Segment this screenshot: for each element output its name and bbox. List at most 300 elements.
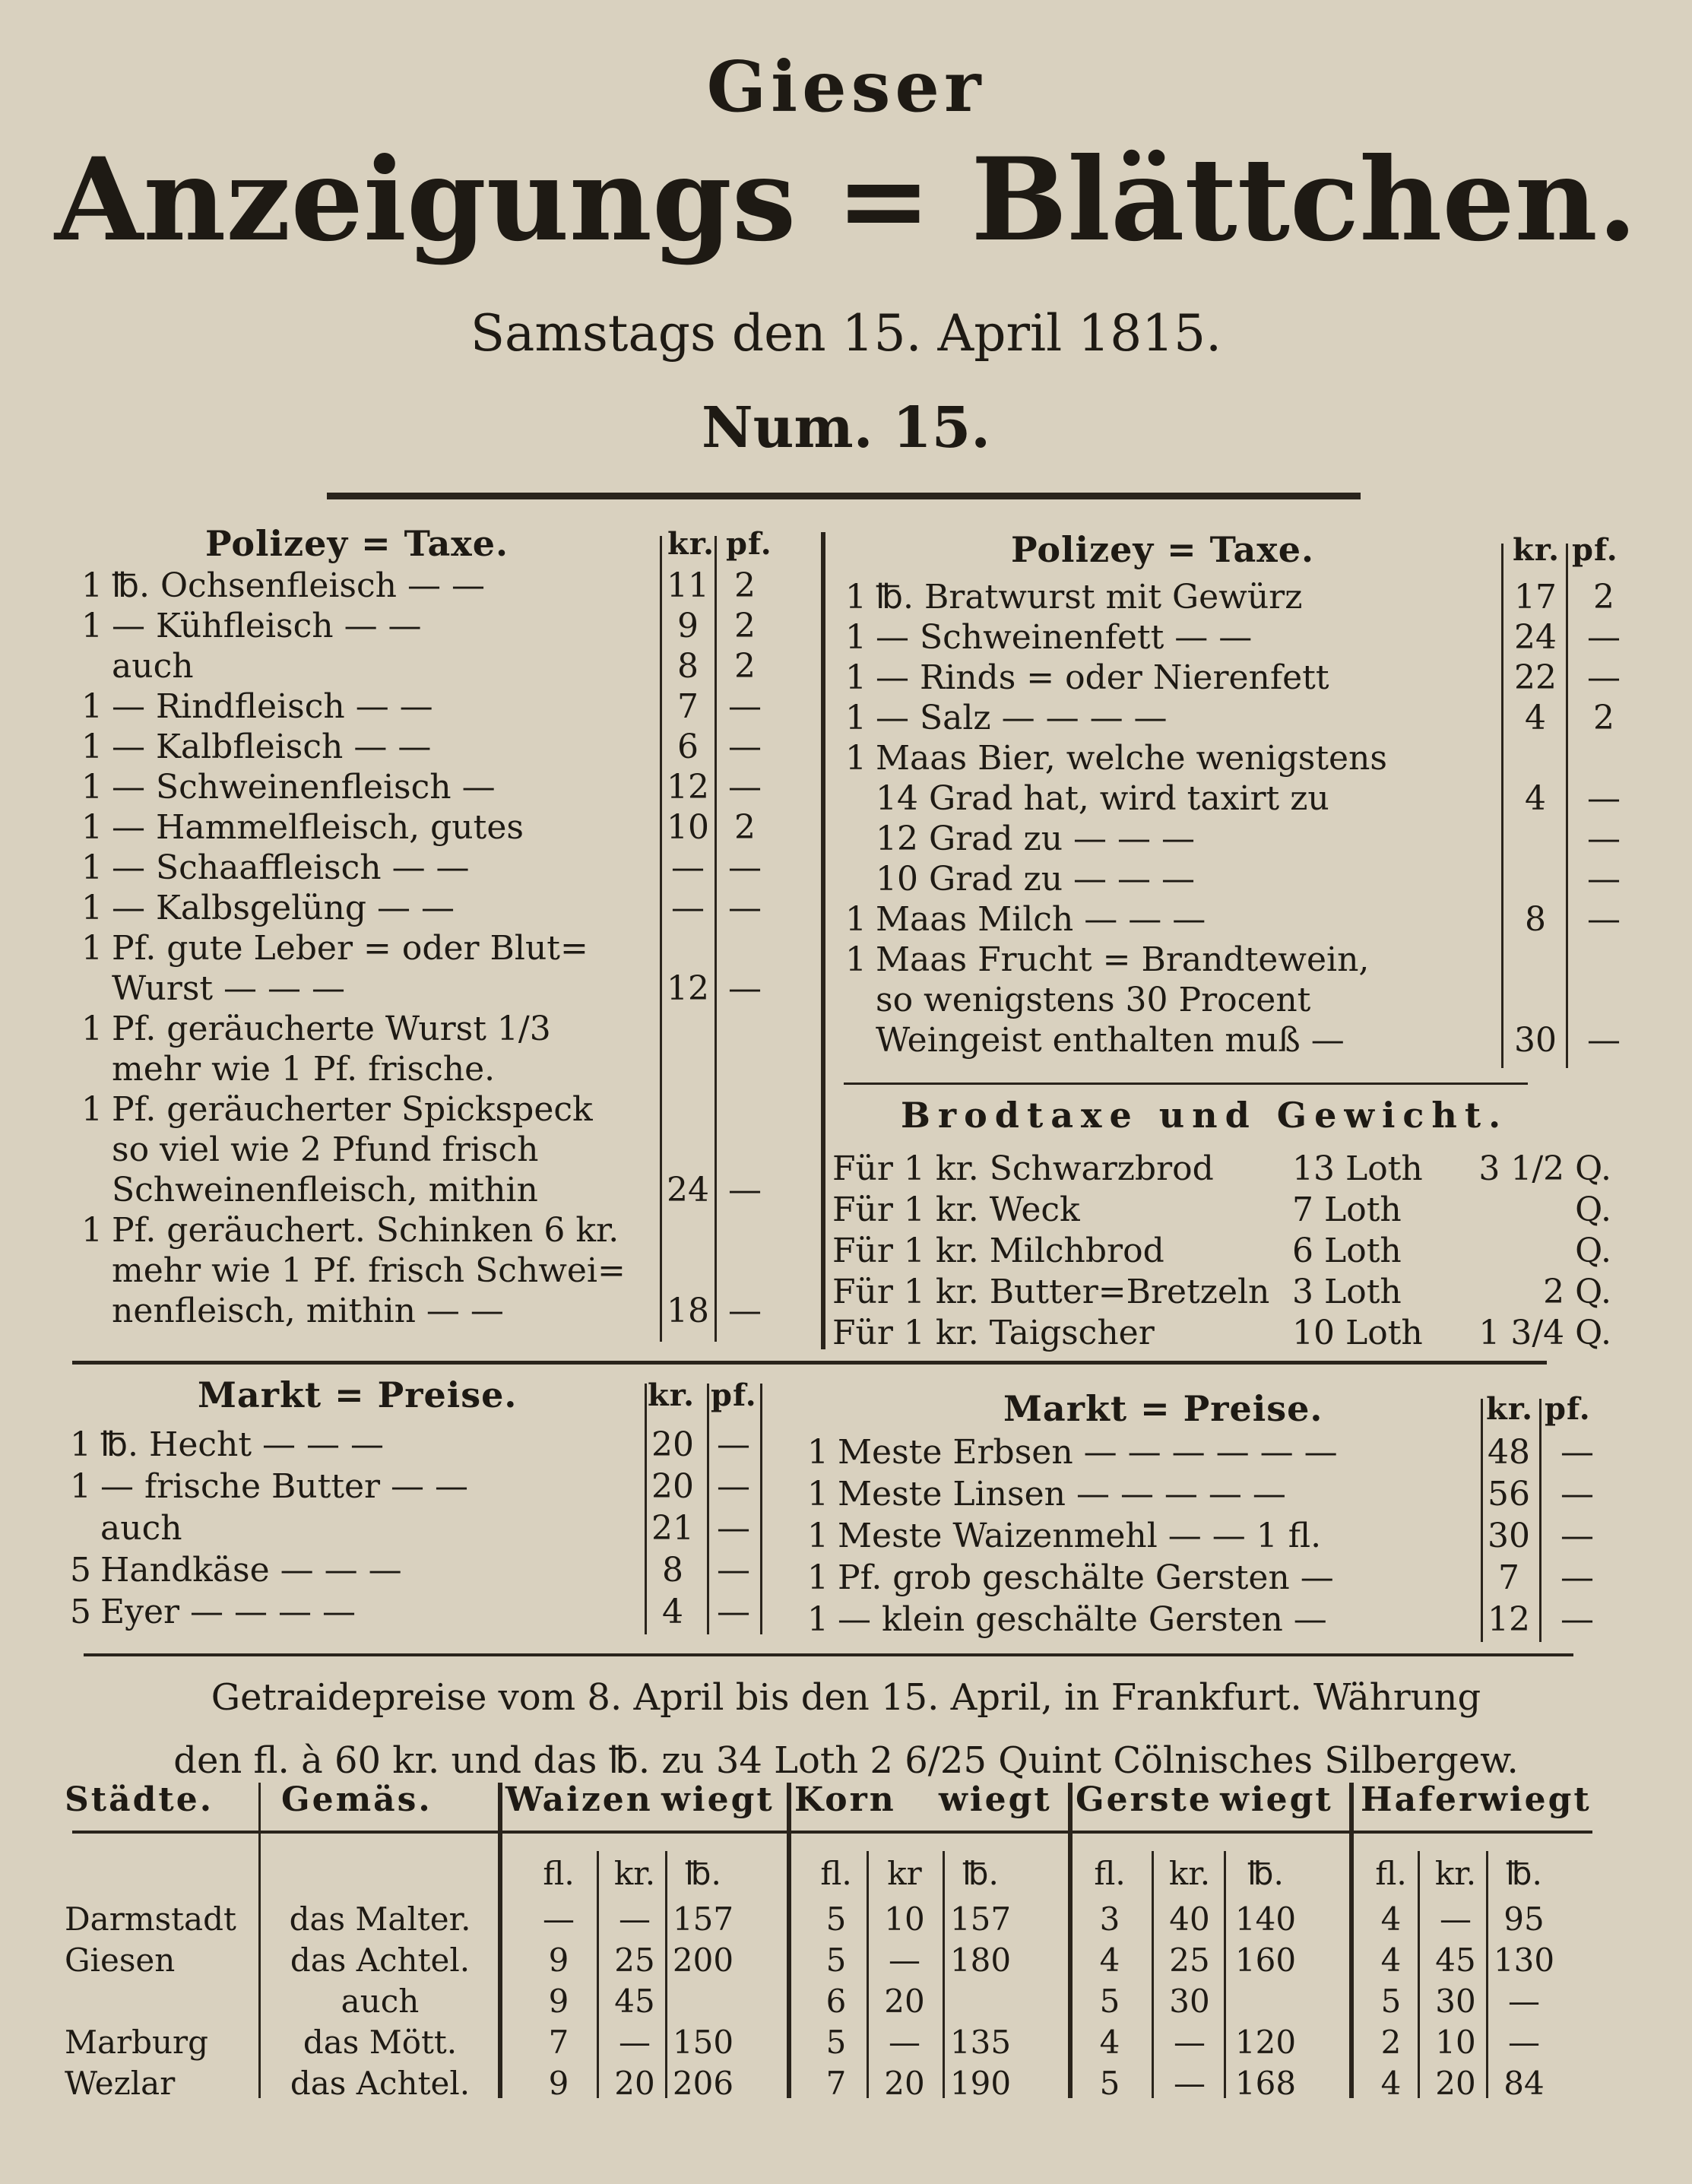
police_right-row-lead: 1 — [845, 658, 867, 697]
police_right-row — [836, 578, 1497, 617]
grain-header-rye-weighs: wiegt — [939, 1780, 1052, 1819]
section-rule-2 — [84, 1653, 1573, 1656]
market_left-row-lead: 1 — [70, 1467, 91, 1506]
police_right-row — [836, 940, 1497, 979]
police_left-row — [72, 727, 650, 766]
police_left-row — [72, 1130, 650, 1169]
grain-row-wheat-lb: 200 — [672, 1942, 734, 1979]
police_right-row-pf: 2 — [1593, 578, 1614, 617]
police_left-row-pf: — — [728, 1171, 762, 1209]
grain-row-wheat-fl: 7 — [548, 2024, 569, 2061]
police_right-row — [836, 658, 1497, 697]
market_right-row-pf: — — [1561, 1600, 1594, 1639]
police_right-row — [836, 699, 1497, 737]
bread-row-quint: 1 3/4 Q. — [1478, 1314, 1611, 1352]
market_right-row-pf: — — [1561, 1558, 1594, 1597]
police_right-row-item: — Salz — — — — — [876, 699, 1168, 737]
police_right-row-kr: 24 — [1514, 618, 1557, 657]
grain-group-divider-4 — [1068, 1783, 1073, 2098]
bread-row-loth: 3 Loth — [1292, 1273, 1402, 1311]
grain-row-barley-kr: 30 — [1169, 1983, 1210, 2020]
grain-row-oats-fl: 4 — [1380, 1900, 1402, 1938]
grain-row-wheat-kr: — — [619, 2024, 651, 2061]
police_right-row-kr: 30 — [1514, 1021, 1557, 1060]
grain-row-oats-fl: 4 — [1380, 1942, 1402, 1979]
police-left-kr-header: kr. — [667, 526, 715, 562]
grain-row-barley-fl: 3 — [1099, 1900, 1120, 1938]
police-right-col-divider-2 — [1566, 544, 1568, 1068]
market_right-row — [798, 1517, 1475, 1555]
police_left-row-pf: — — [728, 969, 762, 1008]
police_left-row-item: so viel wie 2 Pfund frisch — [112, 1130, 539, 1169]
police_left-row-item: Schweinenfleisch, mithin — [112, 1171, 538, 1209]
police_left-row-pf: — — [728, 768, 762, 807]
police_left-row-item: mehr wie 1 Pf. frisch Schwei= — [112, 1251, 626, 1290]
grain-row-wheat-lb: 206 — [672, 2065, 734, 2102]
grain-row-rye-kr_rye: 20 — [884, 1983, 925, 2020]
police_left-row-pf: — — [728, 1292, 762, 1330]
grain-row-oats-fl: 5 — [1380, 1983, 1402, 2020]
grain-header-measure: Gemäs. — [281, 1780, 433, 1819]
market_right-row — [798, 1433, 1475, 1472]
grain-row-oats-kr: 45 — [1435, 1942, 1476, 1979]
market_left-row — [61, 1467, 638, 1506]
grain-row-wheat-fl: 9 — [548, 1942, 569, 1979]
grain-header-barley: Gerste — [1076, 1780, 1212, 1819]
police-right-pf-header: pf. — [1572, 532, 1618, 568]
police_right-row-item: Weingeist enthalten muß — — [876, 1021, 1345, 1060]
grain-header-wheat-weighs: wiegt — [661, 1780, 775, 1819]
police_right-row-kr: 4 — [1525, 699, 1546, 737]
grain-row-barley-fl: 5 — [1099, 1983, 1120, 2020]
grain-row-wheat-kr: — — [619, 1900, 651, 1938]
grain-row-barley-fl: 4 — [1099, 2024, 1120, 2061]
grain-row-oats-lb: 95 — [1503, 1900, 1545, 1938]
grain-row-rye-kr_rye: 10 — [884, 1900, 925, 1938]
market_left-row — [61, 1593, 638, 1631]
grain-row-city: Wezlar — [65, 2065, 176, 2102]
bread-row-quint: Q. — [1575, 1231, 1611, 1270]
police_left-row-kr: 8 — [677, 647, 699, 686]
grain-row-rye-fl: 6 — [825, 1983, 847, 2020]
market_right-row-kr: 56 — [1488, 1475, 1530, 1514]
police_left-row-item: — Rindfleisch — — — [112, 687, 433, 726]
market_right-row-kr: 48 — [1488, 1433, 1530, 1472]
masthead-title: Anzeigungs = Blättchen. — [54, 133, 1638, 267]
grain-header-rye: Korn — [794, 1780, 896, 1819]
bread-row-item: Für 1 kr. Taigscher — [832, 1314, 1155, 1352]
bread-row-loth: 13 Loth — [1292, 1149, 1423, 1188]
police_left-row-lead: 1 — [81, 1090, 103, 1129]
police_right-row-pf: — — [1587, 900, 1621, 939]
market_left-row-lead: 5 — [70, 1593, 91, 1631]
market_left-row-kr: 21 — [651, 1509, 694, 1548]
grain-row-oats-lb: — — [1508, 1983, 1540, 2020]
police_left-row-item: nenfleisch, mithin — — — [112, 1292, 504, 1330]
police_left-row-kr: 10 — [667, 808, 709, 847]
police-right-title: Polizey = Taxe. — [1011, 529, 1315, 570]
police_left-row-lead: 1 — [81, 929, 103, 968]
police_right-row-kr: 17 — [1514, 578, 1557, 617]
market_left-row-item: ℔. Hecht — — — — [100, 1425, 384, 1464]
grain-row-wheat-fl: 9 — [548, 2065, 569, 2102]
grain-subheader-oats-lb: ℔. — [1506, 1855, 1542, 1892]
market_right-row-item: — klein geschälte Gersten — — [838, 1600, 1327, 1639]
grain-header-barley-weighs: wiegt — [1220, 1780, 1333, 1819]
police_left-row-item: mehr wie 1 Pf. frische. — [112, 1050, 496, 1089]
police_right-row — [836, 1021, 1497, 1060]
police_left-row — [72, 1251, 650, 1290]
market_right-row-kr: 12 — [1488, 1600, 1530, 1639]
grain-row-city: Darmstadt — [65, 1900, 236, 1938]
police_right-row-item: 14 Grad hat, wird taxirt zu — [876, 779, 1329, 818]
police_right-row-item: — Schweinenfett — — — [876, 618, 1253, 657]
bread-row-item: Für 1 kr. Schwarzbrod — [832, 1149, 1214, 1188]
bread-row-quint: 2 Q. — [1543, 1273, 1611, 1311]
police_right-row-kr: 4 — [1525, 779, 1546, 818]
market-left-kr-header: kr. — [648, 1377, 695, 1413]
police_left-row-item: Pf. geräuchert. Schinken 6 kr. — [112, 1211, 619, 1250]
market_left-row-pf: — — [717, 1425, 750, 1464]
grain-row-barley-kr: — — [1174, 2065, 1206, 2102]
issue-number: Num. 15. — [701, 395, 990, 461]
center-column-divider — [821, 532, 825, 1349]
police_left-row — [72, 1211, 650, 1250]
section-rule-1 — [72, 1361, 1547, 1365]
bread-title: Brodtaxe und Gewicht. — [901, 1095, 1509, 1136]
police_left-row — [72, 647, 650, 686]
market_left-row-item: — frische Butter — — — [100, 1467, 469, 1506]
police_left-row — [72, 687, 650, 726]
grain-row-barley-lb: 120 — [1234, 2024, 1297, 2061]
grain-row-barley-lb: 140 — [1234, 1900, 1297, 1938]
police_right-row-item: Maas Milch — — — — [876, 900, 1206, 939]
grain-subheader-wheat-kr: kr. — [613, 1855, 656, 1892]
grain-row-barley-lb: 160 — [1234, 1942, 1297, 1979]
grain-row-measure: das Mött. — [303, 2024, 458, 2061]
police_left-row — [72, 808, 650, 847]
police_right-row — [836, 860, 1497, 899]
grain-row-wheat-lb: 157 — [672, 1900, 734, 1938]
grain-row-oats-fl: 2 — [1380, 2024, 1402, 2061]
police_left-row-kr: 11 — [667, 566, 709, 605]
grain-intro-line-2: den fl. à 60 kr. und das ℔. zu 34 Loth 2 6/25 Quint Cölnisches Silbergew. — [173, 1739, 1519, 1782]
police_right-row-lead: 1 — [845, 578, 867, 617]
police_right-row-lead: 1 — [845, 618, 867, 657]
police_right-row — [836, 981, 1497, 1019]
market_left-row-kr: 20 — [651, 1425, 694, 1464]
bread-row-loth: 6 Loth — [1292, 1231, 1402, 1270]
grain-row-measure: das Achtel. — [290, 2065, 471, 2102]
police_left-row-item: ℔. Ochsenfleisch — — — [112, 566, 485, 605]
grain-row-wheat-lb: 150 — [672, 2024, 734, 2061]
market_right-row-item: Pf. grob geschälte Gersten — — [838, 1558, 1334, 1597]
grain-row-oats-lb: 130 — [1493, 1942, 1555, 1979]
police_left-row-lead: 1 — [81, 808, 103, 847]
police_left-row-lead: 1 — [81, 727, 103, 766]
grain-col-divider-4 — [943, 1851, 945, 2098]
market_left-row-pf: — — [717, 1593, 750, 1631]
grain-col-divider-1 — [597, 1851, 599, 2098]
police_left-row — [72, 929, 650, 968]
grain-row-measure: das Achtel. — [290, 1942, 471, 1979]
police_right-row-lead: 1 — [845, 900, 867, 939]
police_left-row-pf: 2 — [734, 647, 756, 686]
police_left-row-item: Pf. geräucherte Wurst 1/3 — [112, 1010, 551, 1048]
market-left-title: Markt = Preise. — [198, 1374, 518, 1415]
grain-subheader-oats-fl: fl. — [1375, 1855, 1407, 1892]
grain-row-rye-lb: 157 — [949, 1900, 1012, 1938]
grain-row-rye-lb: 190 — [949, 2065, 1012, 2102]
bread-row-loth: 10 Loth — [1292, 1314, 1423, 1352]
grain-row-rye-fl: 5 — [825, 1942, 847, 1979]
police_left-row — [72, 1010, 650, 1048]
police-right-bottom-rule — [844, 1082, 1528, 1085]
police_left-row — [72, 848, 650, 887]
grain-row-rye-fl: 5 — [825, 1900, 847, 1938]
police_left-row — [72, 768, 650, 807]
police_left-row-kr: 18 — [667, 1292, 709, 1330]
grain-row-barley-kr: 25 — [1169, 1942, 1210, 1979]
grain-header-rule — [72, 1831, 1592, 1834]
market_right-row-item: Meste Waizenmehl — — 1 fl. — [838, 1517, 1322, 1555]
grain-row-oats-kr: 20 — [1435, 2065, 1476, 2102]
grain-row-oats-fl: 4 — [1380, 2065, 1402, 2102]
grain-row-city: Giesen — [65, 1942, 176, 1979]
police_left-row-item: Pf. geräucherter Spickspeck — [112, 1090, 593, 1129]
grain-subheader-oats-kr: kr. — [1434, 1855, 1477, 1892]
market_right-row-item: Meste Erbsen — — — — — — — [838, 1433, 1338, 1472]
grain-row-rye-fl: 7 — [825, 2065, 847, 2102]
police_right-row-pf: — — [1587, 618, 1621, 657]
police_left-row-item: Pf. gute Leber = oder Blut= — [112, 929, 588, 968]
police_right-row-pf: — — [1587, 1021, 1621, 1060]
market-left-pf-header: pf. — [711, 1377, 757, 1413]
police_right-row-pf: — — [1587, 819, 1621, 858]
police_left-row-item: Wurst — — — — [112, 969, 346, 1008]
bread-row-item: Für 1 kr. Weck — [832, 1190, 1080, 1229]
market_left-row — [61, 1551, 638, 1590]
police_left-row-pf: — — [728, 889, 762, 927]
police_left-row-kr: 24 — [667, 1171, 709, 1209]
police_left-row-item: — Schweinenfleisch — — [112, 768, 496, 807]
police_right-row-lead: 1 — [845, 739, 867, 778]
grain-subheader-rye-fl: fl. — [820, 1855, 852, 1892]
grain-row-oats-lb: — — [1508, 2024, 1540, 2061]
bread-row-quint: Q. — [1575, 1190, 1611, 1229]
grain-row-barley-lb: 168 — [1234, 2065, 1297, 2102]
police_left-row-item: — Schaaffleisch — — — [112, 848, 470, 887]
market_right-row-kr: 30 — [1488, 1517, 1530, 1555]
grain-row-rye-kr_rye: — — [889, 1942, 920, 1979]
bread-row-quint: 3 1/2 Q. — [1478, 1149, 1611, 1188]
police_right-row-item: so wenigstens 30 Procent — [876, 981, 1311, 1019]
grain-row-measure: das Malter. — [289, 1900, 471, 1938]
police-right-col-divider-1 — [1501, 544, 1503, 1068]
police-right-kr-header: kr. — [1513, 532, 1561, 568]
market_left-row-kr: 20 — [651, 1467, 694, 1506]
grain-col-divider-5 — [1152, 1851, 1154, 2098]
police_left-row — [72, 1292, 650, 1330]
grain-header-oats: Hafer — [1361, 1780, 1479, 1819]
police_left-row — [72, 607, 650, 645]
market_right-row-lead: 1 — [807, 1475, 829, 1514]
police_left-row-pf: — — [728, 727, 762, 766]
grain-subheader-rye-lb: ℔. — [962, 1855, 999, 1892]
grain-row-measure: auch — [341, 1983, 420, 2020]
police_right-row-lead: 1 — [845, 940, 867, 979]
grain-row-barley-kr: 40 — [1169, 1900, 1210, 1938]
market-right-col-divider-2 — [1539, 1399, 1541, 1642]
grain-row-oats-kr: — — [1440, 1900, 1472, 1938]
market_left-row-pf: — — [717, 1509, 750, 1548]
police_left-row-pf: 2 — [734, 566, 756, 605]
market_left-row-lead: 5 — [70, 1551, 91, 1590]
police_left-row-lead: 1 — [81, 1211, 103, 1250]
grain-row-oats-lb: 84 — [1503, 2065, 1545, 2102]
market_left-row-kr: 4 — [662, 1593, 683, 1631]
police_right-row — [836, 739, 1497, 778]
grain-row-wheat-fl: — — [543, 1900, 575, 1938]
grain-col-divider-6 — [1224, 1851, 1226, 2098]
masthead-rule — [327, 493, 1361, 499]
police_left-row-lead: 1 — [81, 607, 103, 645]
police-left-col-divider-2 — [715, 536, 717, 1342]
grain-subheader-rye-kr_rye: kr — [887, 1855, 922, 1892]
police_left-row — [72, 1171, 650, 1209]
police_right-row-kr: 8 — [1525, 900, 1546, 939]
market_left-row-item: Eyer — — — — — [100, 1593, 356, 1631]
grain-row-barley-fl: 4 — [1099, 1942, 1120, 1979]
market_right-row-lead: 1 — [807, 1433, 829, 1472]
grain-subheader-barley-kr: kr. — [1168, 1855, 1211, 1892]
grain-row-barley-kr: — — [1174, 2024, 1206, 2061]
police_right-row-pf: 2 — [1593, 699, 1614, 737]
grain-row-wheat-kr: 25 — [614, 1942, 655, 1979]
market-right-title: Markt = Preise. — [1003, 1388, 1323, 1429]
grain-row-rye-lb: 135 — [949, 2024, 1012, 2061]
grain-subheader-barley-fl: fl. — [1094, 1855, 1126, 1892]
police_right-row-item: Maas Bier, welche wenigstens — [876, 739, 1387, 778]
police_right-row — [836, 618, 1497, 657]
police_left-row — [72, 889, 650, 927]
market_right-row-lead: 1 — [807, 1600, 829, 1639]
market_right-row-item: Meste Linsen — — — — — — [838, 1475, 1286, 1514]
police_right-row-item: Maas Frucht = Brandtewein, — [876, 940, 1370, 979]
grain-group-divider-1 — [258, 1783, 261, 2098]
police_right-row-item: ℔. Bratwurst mit Gewürz — [876, 578, 1303, 617]
grain-header-wheat: Waizen — [505, 1780, 653, 1819]
market_right-row-pf: — — [1561, 1433, 1594, 1472]
police_left-row-item: — Kalbfleisch — — — [112, 727, 432, 766]
masthead-kicker: Gieser — [706, 46, 986, 128]
masthead-date: Samstags den 15. April 1815. — [470, 304, 1222, 363]
police_right-row-item: 10 Grad zu — — — — [876, 860, 1196, 899]
police_left-row-lead: 1 — [81, 566, 103, 605]
police_left-row-kr: 6 — [677, 727, 699, 766]
market_right-row-lead: 1 — [807, 1558, 829, 1597]
police_left-row-item: — Kühfleisch — — — [112, 607, 422, 645]
market_left-row-pf: — — [717, 1551, 750, 1590]
police_left-row-kr: 7 — [677, 687, 699, 726]
police_left-row-kr: — — [671, 889, 705, 927]
police_right-row-item: — Rinds = oder Nierenfett — [876, 658, 1329, 697]
police_left-row-lead: 1 — [81, 1010, 103, 1048]
police_right-row-pf: — — [1587, 658, 1621, 697]
market_left-row-kr: 8 — [662, 1551, 683, 1590]
grain-group-divider-5 — [1349, 1783, 1354, 2098]
police_left-row — [72, 566, 650, 605]
police_left-row-lead: 1 — [81, 889, 103, 927]
police_left-row-item: — Kalbsgelüng — — — [112, 889, 455, 927]
market_left-row — [61, 1425, 638, 1464]
police-left-title: Polizey = Taxe. — [205, 523, 509, 564]
market_right-row — [798, 1558, 1475, 1597]
police_left-row-kr: 12 — [667, 768, 709, 807]
police_left-row-item: — Hammelfleisch, gutes — [112, 808, 524, 847]
police_left-row-pf: — — [728, 687, 762, 726]
grain-subheader-wheat-fl: fl. — [543, 1855, 575, 1892]
market_right-row — [798, 1600, 1475, 1639]
market_left-row-pf: — — [717, 1467, 750, 1506]
grain-group-divider-2 — [498, 1783, 502, 2098]
market_right-row-kr: 7 — [1498, 1558, 1519, 1597]
police_left-row-kr: 12 — [667, 969, 709, 1008]
police_left-row-pf: 2 — [734, 607, 756, 645]
grain-header-oats-weighs: wiegt — [1478, 1780, 1592, 1819]
market_left-row-lead: 1 — [70, 1425, 91, 1464]
grain-row-wheat-fl: 9 — [548, 1983, 569, 2020]
market_right-row-pf: — — [1561, 1517, 1594, 1555]
grain-row-wheat-kr: 45 — [614, 1983, 655, 2020]
market_left-row-item: Handkäse — — — — [100, 1551, 402, 1590]
grain-subheader-wheat-lb: ℔. — [685, 1855, 721, 1892]
grain-row-city: Marburg — [65, 2024, 209, 2061]
police_left-row-pf: — — [728, 848, 762, 887]
police_left-row — [72, 1090, 650, 1129]
market_right-row-lead: 1 — [807, 1517, 829, 1555]
market_right-row — [798, 1475, 1475, 1514]
market-right-pf-header: pf. — [1545, 1391, 1591, 1427]
police_left-row-lead: 1 — [81, 768, 103, 807]
police_left-row-lead: 1 — [81, 848, 103, 887]
police_right-row — [836, 819, 1497, 858]
police_left-row — [72, 969, 650, 1008]
grain-row-rye-kr_rye: — — [889, 2024, 920, 2061]
police_right-row-kr: 22 — [1514, 658, 1557, 697]
market_left-row-item: auch — [100, 1509, 182, 1548]
grain-group-divider-3 — [787, 1783, 791, 2098]
grain-row-rye-kr_rye: 20 — [884, 2065, 925, 2102]
bread-row-item: Für 1 kr. Butter=Bretzeln — [832, 1273, 1270, 1311]
market_left-row — [61, 1509, 638, 1548]
police_left-row — [72, 1050, 650, 1089]
police_right-row — [836, 900, 1497, 939]
grain-row-rye-lb: 180 — [949, 1942, 1012, 1979]
police_right-row-item: 12 Grad zu — — — — [876, 819, 1196, 858]
police_left-row-item: auch — [112, 647, 194, 686]
grain-subheader-barley-lb: ℔. — [1247, 1855, 1284, 1892]
grain-row-oats-kr: 30 — [1435, 1983, 1476, 2020]
market-left-col-divider-3 — [760, 1384, 762, 1634]
grain-header-city: Städte. — [65, 1780, 214, 1819]
police_left-row-kr: — — [671, 848, 705, 887]
police_left-row-pf: 2 — [734, 808, 756, 847]
police_right-row-pf: — — [1587, 779, 1621, 818]
grain-intro-line-1: Getraidepreise vom 8. April bis den 15. April, in Frankfurt. Währung — [211, 1676, 1481, 1719]
grain-row-barley-fl: 5 — [1099, 2065, 1120, 2102]
police_left-row-lead: 1 — [81, 687, 103, 726]
